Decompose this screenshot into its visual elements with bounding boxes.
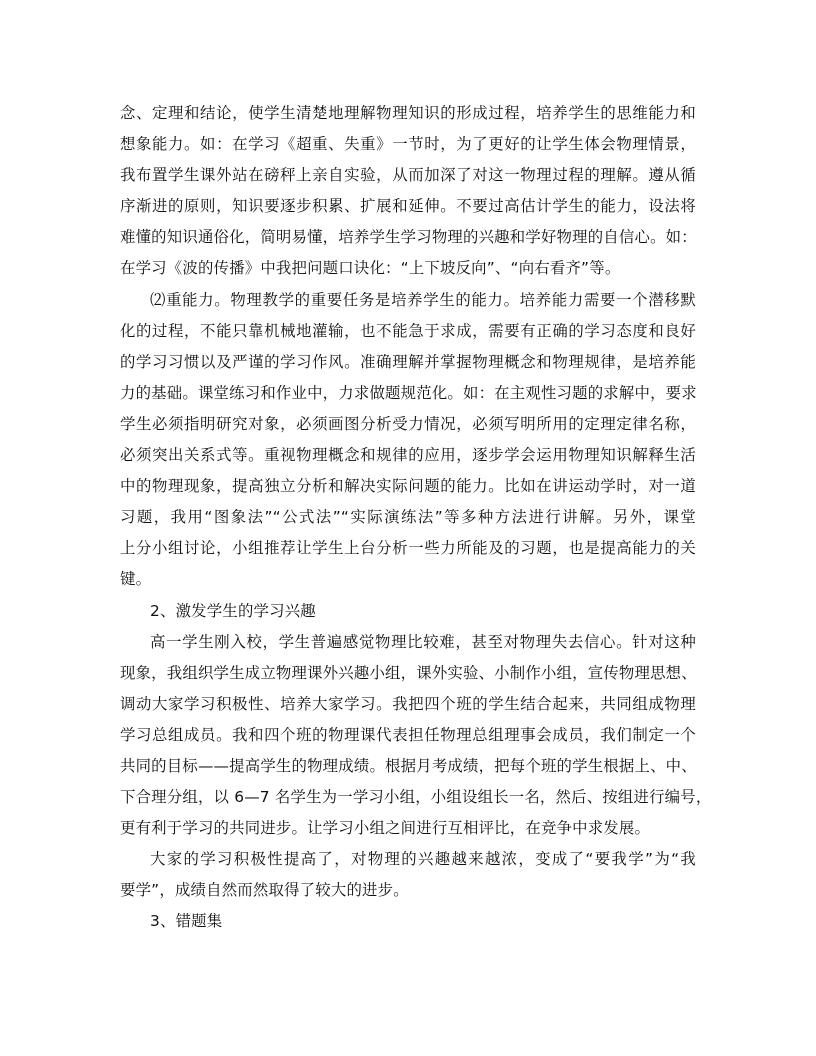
document-page — [120, 98, 712, 938]
text-line: 更有利于学习的共同进步。让学习小组之间进行互相评比，在竞争中求发展。 — [120, 819, 651, 838]
text-line: 2、激发学生的学习兴趣 — [150, 601, 316, 620]
text-line: 3、错题集 — [150, 912, 223, 931]
text-line: 共同的目标——提高学生的物理成绩。根据月考成绩，把每个班的学生根据上、中、 — [120, 756, 697, 775]
text-line: 念、定理和结论，使学生清楚地理解物理知识的形成过程，培养学生的思维能力和 — [120, 104, 696, 122]
text-line: ⑵重能力。物理教学的重要任务是培养学生的能力。培养能力需要一个潜移默 — [150, 290, 696, 309]
text-line: 高一学生刚入校，学生普遍感觉物理比较难，甚至对物理失去信心。针对这种 — [150, 632, 696, 651]
text-line: 难懂的知识通俗化，简明易懂，培养学生学习物理的兴趣和学好物理的自信心。如： — [120, 228, 697, 247]
text-line: 现象，我组织学生成立物理课外兴趣小组，课外实验、小制作小组，宣传物理思想、 — [120, 663, 697, 682]
text-line: 中的物理现象，提高独立分析和解决实际问题的能力。比如在讲运动学时，对一道 — [120, 477, 696, 496]
text-line: 习题，我用“图象法”“公式法”“实际演练法”等多种方法进行讲解。另外，课堂 — [120, 508, 696, 527]
text-line: 的学习习惯以及严谨的学习作风。准确理解并掌握物理概念和物理规律，是培养能 — [120, 352, 696, 371]
text-line: 化的过程，不能只靠机械地灌输，也不能急于求成，需要有正确的学习态度和良好 — [120, 321, 696, 340]
text-line: 必须突出关系式等。重视物理概念和规律的应用，逐步学会运用物理知识解释生活 — [120, 446, 696, 465]
text-line: 要学”，成绩自然而然取得了较大的进步。 — [120, 881, 409, 900]
text-line: 学习总组成员。我和四个班的物理课代表担任物理总组理事会成员，我们制定一个 — [120, 725, 696, 744]
text-line: 序渐进的原则，知识要逐步积累、扩展和延伸。不要过高估计学生的能力，设法将 — [120, 197, 696, 216]
text-line: 键。 — [120, 570, 152, 589]
text-line: 力的基础。课堂练习和作业中，力求做题规范化。如：在主观性习题的求解中，要求 — [120, 383, 697, 402]
text-line: 我布置学生课外站在磅秤上亲自实验，从而加深了对这一物理过程的理解。遵从循 — [120, 166, 696, 185]
text-line: 学生必须指明研究对象，必须画图分析受力情况，必须写明所用的定理定律名称， — [120, 414, 696, 433]
text-line: 下合理分组，以 6—7 名学生为一学习小组，小组设组长一名，然后、按组进行编号， — [120, 788, 712, 807]
text-line: 上分小组讨论，小组推荐让学生上台分析一些力所能及的习题，也是提高能力的关 — [120, 539, 696, 558]
text-line: 想象能力。如：在学习《超重、失重》一节时，为了更好的让学生体会物理情景， — [120, 135, 696, 154]
text-line: 大家的学习积极性提高了，对物理的兴趣越来越浓，变成了“要我学”为“我 — [150, 850, 696, 869]
text-line: 在学习《波的传播》中我把问题口诀化：“上下坡反向”、“向右看齐”等。 — [120, 259, 621, 278]
text-line: 调动大家学习积极性、培养大家学习。我把四个班的学生结合起来，共同组成物理 — [120, 694, 696, 713]
